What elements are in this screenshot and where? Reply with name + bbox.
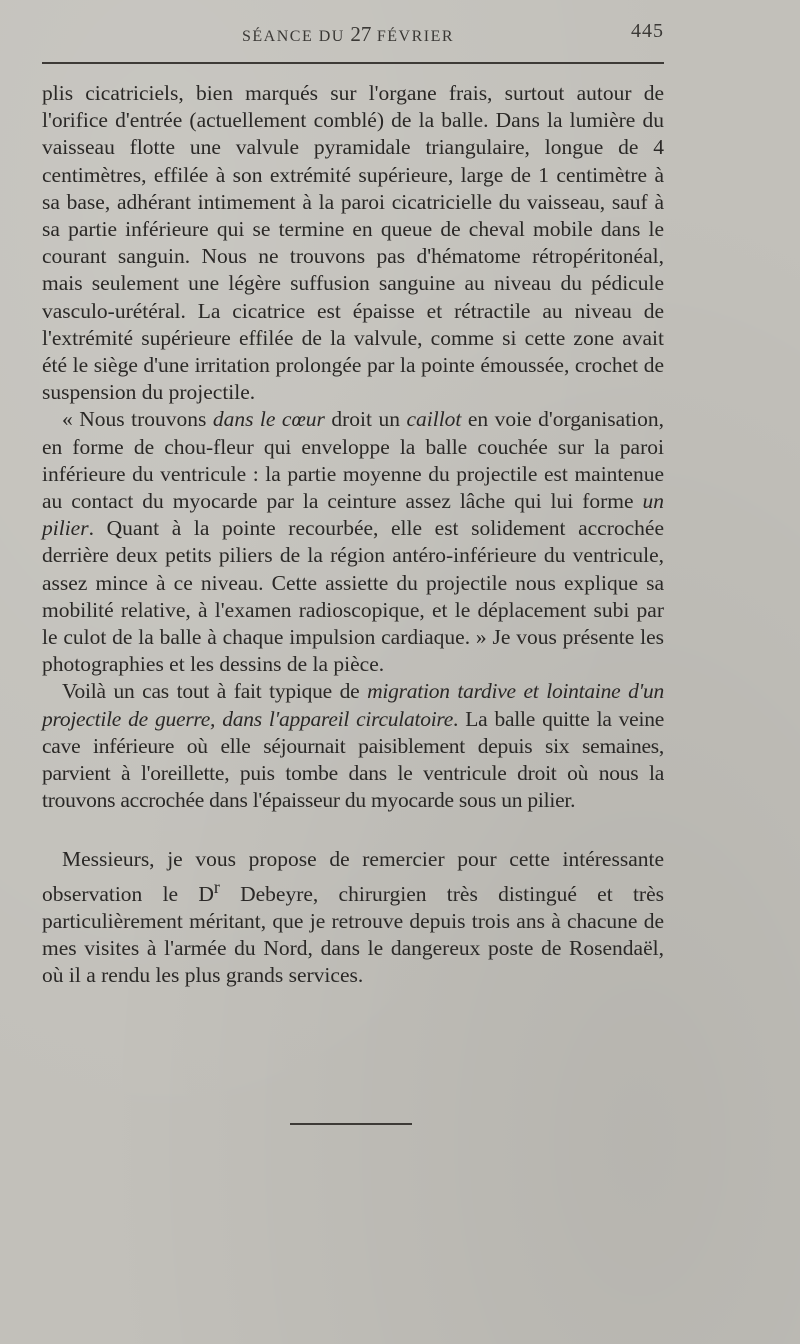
paragraph-4	[42, 846, 664, 989]
closing-rule	[290, 1123, 412, 1125]
paragraph-3	[42, 678, 664, 814]
paragraph-4-text-2: Debeyre, chirurgien très distingué et très particulièrement méritant, que je retrouve depuis trois ans à chacune de mes visites à l'armée du Nord, dans le dangereux poste de Rosendaël, où il a rendu les plus grands services.	[42, 881, 664, 988]
paragraph-2-text-1: « Nous trouvons	[62, 407, 213, 432]
header-title-suffix: FÉVRIER	[371, 28, 455, 45]
page-number: 445	[631, 20, 664, 42]
paragraph-2-text-3: en voie d'organisation, en forme de chou-fleur qui enveloppe la balle couchée sur la paroi inférieure du ventricule : la partie moyenne du projectile est maintenue au contact du myocarde par la ceinture assez lâche qui lui forme	[42, 407, 665, 514]
paragraph-3-text-2: . La balle quitte la veine cave inférieure où elle séjournait paisiblement depuis six semaines, parvient à l'oreillette, puis tombe dans le ventricule droit où nous la trouvons accrochée dans l'épaisseur du myocarde sous un pilier.	[42, 706, 664, 813]
header-title	[242, 22, 454, 47]
paragraph-2	[42, 406, 664, 678]
paragraph-4-text-1: Messieurs, je vous propose de remercier pour cette intéressante observation le D	[42, 847, 664, 906]
body-text	[42, 80, 664, 990]
paragraph-2-italic-2: caillot	[406, 407, 462, 432]
header-rule	[42, 62, 664, 64]
running-header	[42, 18, 664, 48]
paragraph-4-superscript: r	[213, 876, 220, 897]
paragraph-2-text-4: . Quant à la pointe recourbée, elle est solidement accrochée derrière deux petits piliers de la région antéro-inférieure du ventricule, assez mince à ce niveau. Cette assiette du projectile nous explique sa mobilité relative, à l'examen radioscopique, et le déplacement subi par le culot de la balle à chaque impulsion cardiaque. » Je vous présente les photographies et les dessins de la pièce.	[42, 516, 664, 677]
paragraph-2-italic-1: dans le cœur	[212, 407, 325, 432]
paragraph-3-italic-1: migration tardive et lointaine d'un projectile de guerre, dans l'appareil circulatoire	[42, 679, 664, 731]
header-title-prefix: SÉANCE DU	[242, 28, 351, 45]
paragraph-2-italic-3: un pilier	[42, 489, 664, 541]
paragraph-3-text-1: Voilà un cas tout à fait typique de	[62, 679, 368, 704]
paragraph-2-text-2: droit un	[324, 407, 407, 432]
header-title-day: 27	[350, 22, 372, 46]
paragraph-1: plis cicatriciels, bien marqués sur l'organe frais, surtout autour de l'orifice d'entrée (actuellement comblé) de la balle. Dans la lumière du vaisseau flotte une valvule pyramidale triangulaire, longue de 4 centimètres, effilée à son extrémité supérieure, large de 1 centimètre à sa base, adhérant intimement à la paroi cicatricielle du vaisseau, sauf à sa partie inférieure qui se termine en queue de cheval mobile dans le courant sanguin. Nous ne trouvons pas d'hématome rétropéritonéal, mais seulement une légère suffusion sanguine au niveau du pédicule vasculo-urétéral. La cicatrice est épaisse et rétractile au niveau de l'extrémité supérieure effilée de la valvule, comme si cette zone avait été le siège d'une irritation prolongée par la pointe émoussée, crochet de suspension du projectile.	[42, 81, 664, 405]
